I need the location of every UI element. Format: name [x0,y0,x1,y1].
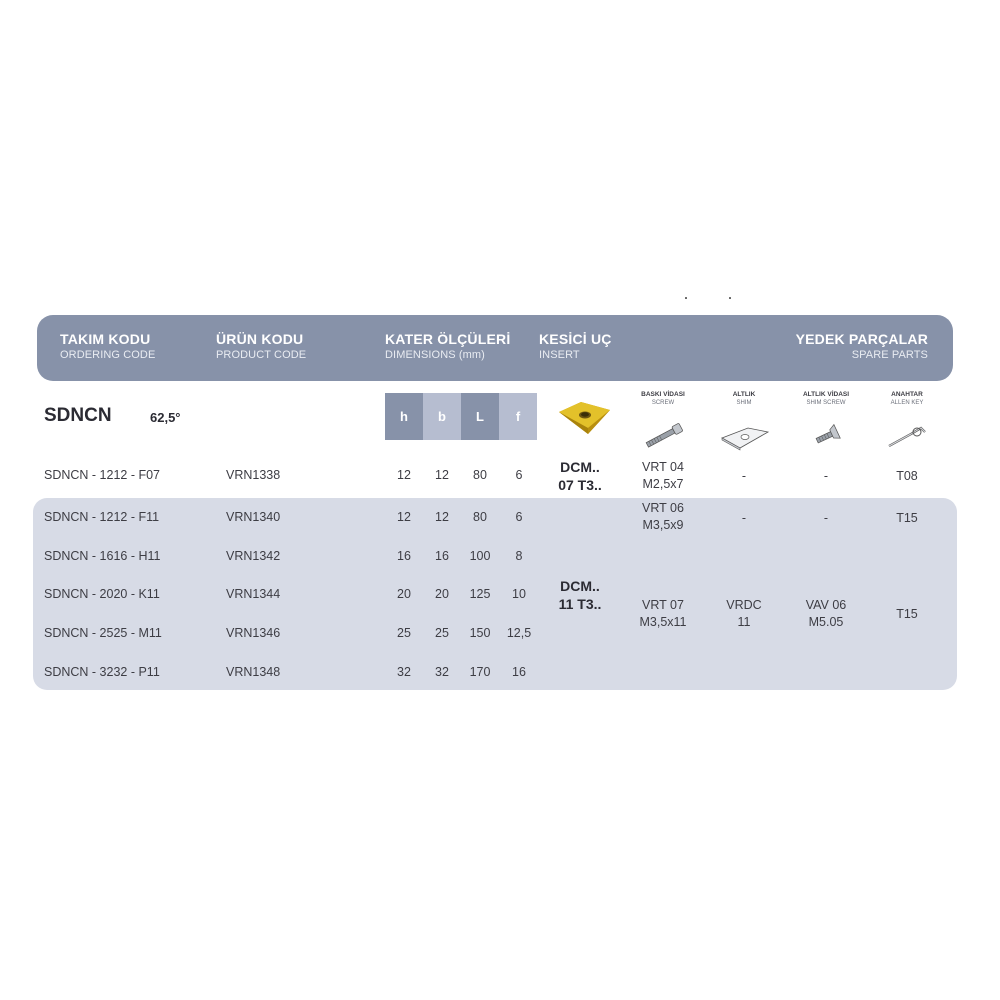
row-3-b: 16 [435,549,449,563]
dim-header-f: f [499,393,537,440]
row-3-h: 16 [397,549,411,563]
decorative-dot [729,297,731,299]
row-4-L: 125 [469,587,491,601]
group-shim [704,597,784,631]
spare-head-shim-screw-en: SHIM SCREW [806,400,846,406]
row-5-ordering-code: SDNCN - 2525 - M11 [44,626,162,640]
row-4-ordering-code: SDNCN - 2020 - K11 [44,587,160,601]
insert-11-line2: 11 T3.. [558,596,602,612]
header-product-en: PRODUCT CODE [216,349,307,361]
row-2-screw-l2: M3,5x9 [642,518,684,532]
spare-head-shim-en: SHIM [736,400,752,406]
dim-header-b: b [423,393,461,440]
header-ordering-en: ORDERING CODE [60,349,156,361]
dim-header-L: L [461,393,499,440]
header-spare-parts [796,331,928,362]
row-1-shim-screw: - [823,469,829,483]
spare-head-shim [704,390,784,407]
spare-head-allen-key-tr: ANAHTAR [891,391,923,398]
row-1-h: 12 [397,468,411,482]
row-2-shim-screw: - [823,511,829,525]
row-2-allen-key: T15 [896,511,918,525]
row-6-product-code: VRN1348 [226,665,281,679]
row-2-screw [623,500,703,534]
row-4-b: 20 [435,587,449,601]
row-5-b: 25 [435,626,449,640]
row-2-product-code: VRN1340 [226,510,281,524]
allen-key-icon [867,420,947,452]
group-shim-screw-l1: VAV 06 [805,598,847,612]
row-2-L: 80 [473,510,487,524]
row-1-product-code: VRN1338 [226,468,281,482]
row-1-shim: - [741,469,747,483]
row-6-f: 16 [512,665,526,679]
group-shim-screw-l2: M5.05 [808,615,844,629]
header-insert-tr: KESİCİ UÇ [539,331,612,347]
row-1-ordering-code: SDNCN - 1212 - F07 [44,468,161,482]
group-allen-key: T15 [896,607,918,621]
header-insert [539,331,612,362]
row-2-b: 12 [435,510,449,524]
insert-label-11 [545,577,615,613]
row-1-f: 6 [515,468,523,482]
spare-head-screw [623,390,703,407]
spare-head-shim-screw [786,390,866,407]
row-2-f: 6 [515,510,523,524]
group-shim-screw [786,597,866,631]
approach-angle: 62,5° [150,410,181,425]
spare-head-allen-key-en: ALLEN KEY [890,400,924,406]
insert-11-line1: DCM.. [560,578,600,594]
row-3-f: 8 [515,549,523,563]
insert-07-line2: 07 T3.. [558,477,602,493]
insert-07-line1: DCM.. [560,459,600,475]
header-dimensions-en: DIMENSIONS (mm) [385,349,485,361]
row-6-h: 32 [397,665,411,679]
row-4-product-code: VRN1344 [226,587,281,601]
row-1-b: 12 [435,468,449,482]
group-shim-l2: 11 [737,615,751,629]
group-screw [623,597,703,631]
row-6-L: 170 [469,665,491,679]
row-5-h: 25 [397,626,411,640]
row-5-f: 12,5 [506,626,532,640]
row-1-screw [623,459,703,493]
shim-icon [704,420,784,452]
row-2-screw-l1: VRT 06 [642,501,684,515]
shim-screw-icon [786,420,866,452]
spare-head-shim-tr: ALTLIK [732,391,756,398]
spare-head-screw-tr: BASKI VİDASI [641,391,685,398]
insert-image-icon [555,398,613,438]
screw-icon [623,420,703,452]
row-6-ordering-code: SDNCN - 3232 - P11 [44,665,160,679]
row-1-L: 80 [473,468,487,482]
row-4-f: 10 [512,587,526,601]
tool-family-title: SDNCN [44,405,112,426]
dim-header-h: h [385,393,423,440]
header-ordering-code [60,331,155,362]
spare-head-allen-key [867,390,947,407]
insert-label-07 [545,458,615,494]
header-spare-tr: YEDEK PARÇALAR [795,331,928,347]
row-3-L: 100 [469,549,491,563]
spare-head-screw-en: SCREW [651,400,675,406]
row-5-L: 150 [469,626,491,640]
group-shim-l1: VRDC [726,598,762,612]
spare-head-shim-screw-tr: ALTLIK VİDASI [802,391,850,398]
row-3-ordering-code: SDNCN - 1616 - H11 [44,549,161,563]
header-dimensions-tr: KATER ÖLÇÜLERİ [385,331,511,347]
header-spare-en: SPARE PARTS [851,349,928,361]
row-4-h: 20 [397,587,411,601]
row-6-b: 32 [435,665,449,679]
header-product-code [216,331,306,362]
row-3-product-code: VRN1342 [226,549,281,563]
group-screw-l2: M3,5x11 [639,615,687,629]
decorative-dot [685,297,687,299]
row-2-shim: - [741,511,747,525]
header-dimensions [385,331,510,362]
row-1-screw-l1: VRT 04 [642,460,684,474]
row-5-product-code: VRN1346 [226,626,281,640]
row-1-allen-key: T08 [896,469,918,483]
header-insert-en: INSERT [539,349,580,361]
group-screw-l1: VRT 07 [642,598,684,612]
row-1-screw-l2: M2,5x7 [642,477,684,491]
row-2-h: 12 [397,510,411,524]
header-ordering-tr: TAKIM KODU [60,331,151,347]
header-product-tr: ÜRÜN KODU [216,331,304,347]
row-2-ordering-code: SDNCN - 1212 - F11 [44,510,160,524]
table-header-bar [37,315,953,381]
